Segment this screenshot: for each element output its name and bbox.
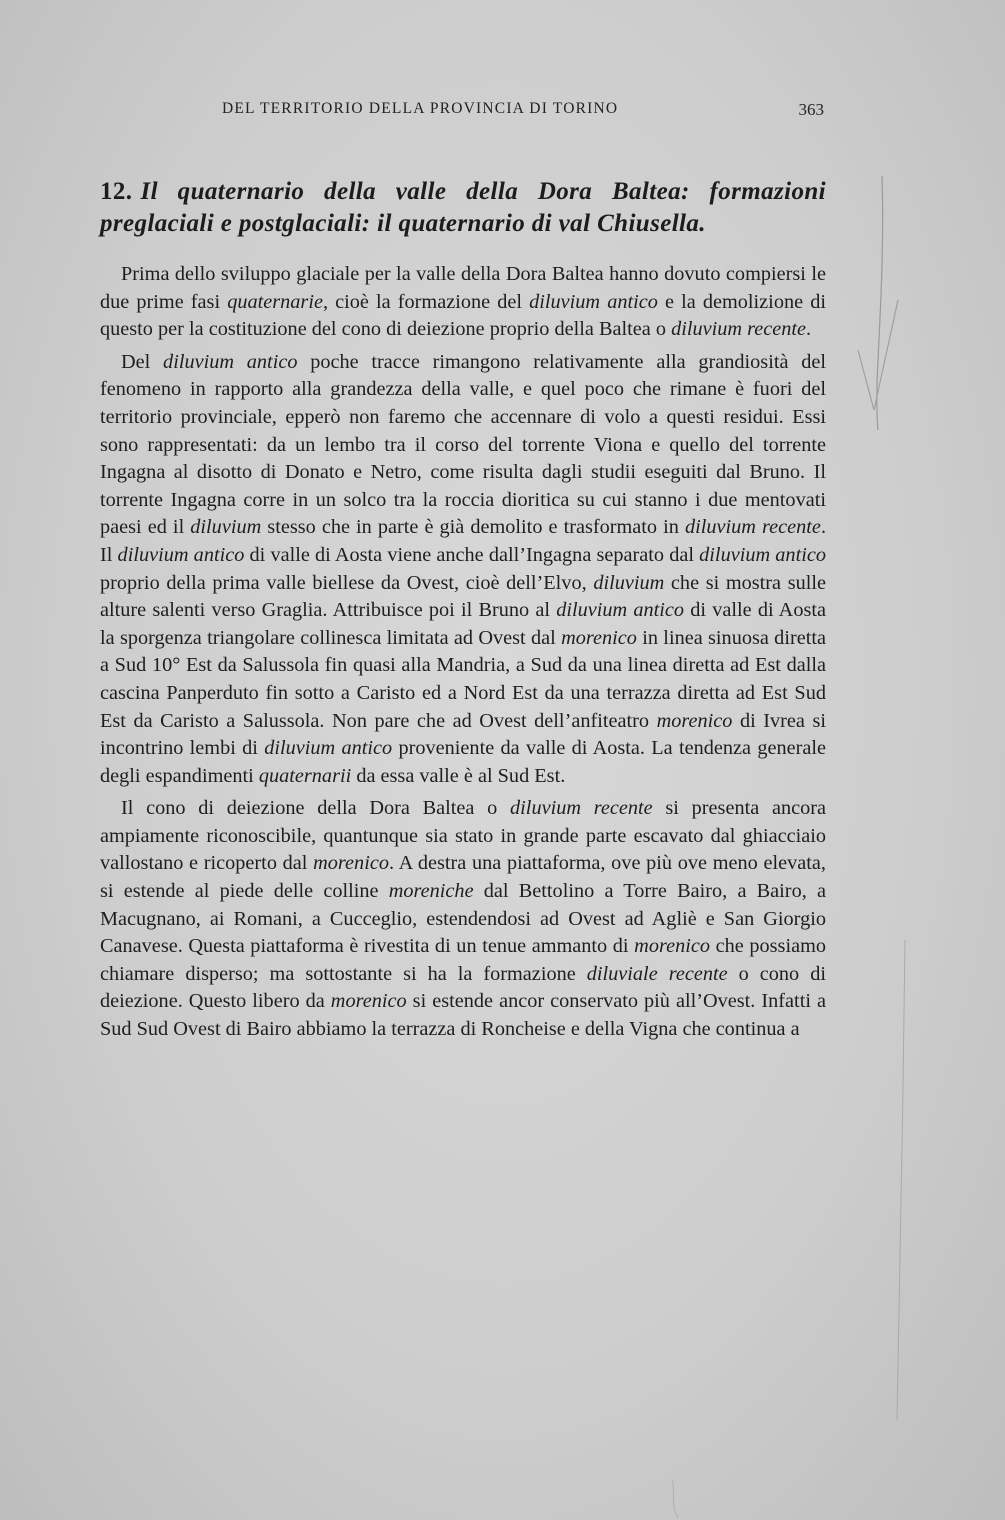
italic-term: diluvium recente [684, 516, 821, 539]
running-head [100, 100, 824, 124]
paragraph [100, 349, 826, 791]
text-run: o cono di deiezione. Questo libero da [100, 962, 826, 1013]
section-heading [100, 176, 826, 240]
pencil-check-mark [858, 300, 898, 410]
running-title: DEL TERRITORIO DELLA PROVINCIA DI TORINO [222, 100, 619, 117]
italic-term: morenico [634, 935, 711, 958]
text-run: stesso che in parte è già demolito e trasformato in [261, 516, 685, 539]
page-number: 363 [798, 100, 824, 119]
italic-term: morenico [330, 990, 407, 1013]
italic-term: quaternarii [258, 764, 352, 787]
text-run: che possiamo chiamare disperso; ma sottostante si ha la formazione [100, 935, 827, 985]
section-number: 12. [100, 178, 133, 205]
italic-term: diluvium antico [699, 543, 826, 566]
text-block [100, 176, 826, 1044]
paragraph [100, 795, 826, 1043]
text-run: Prima dello sviluppo glaciale per la valle della Dora Baltea hanno dovuto compiersi le due prime fasi [100, 263, 826, 313]
text-run: da essa valle è al Sud Est. [351, 764, 566, 787]
italic-term: morenico [313, 852, 389, 875]
italic-term: diluvium antico [264, 737, 393, 760]
italic-term: diluvium [593, 571, 665, 594]
italic-term: morenico [561, 626, 637, 649]
text-run: che si mostra sulle alture salenti verso Graglia. Attribuisce poi il Bruno al [100, 571, 826, 622]
body-text [100, 261, 826, 1044]
text-run: e la demolizione di questo per la costituzione del cono di deiezione proprio della Baltea o [100, 290, 826, 341]
text-run: Il cono di deiezione della Dora Baltea o [121, 797, 511, 820]
italic-term: diluvium antico [117, 543, 245, 566]
text-run: proveniente da valle di Aosta. La tendenza generale degli espandimenti [100, 737, 826, 787]
italic-term: diluvium [190, 516, 262, 539]
text-run: proprio della prima valle biellese da Ovest, cioè dell’Elvo, [100, 571, 594, 594]
section-title: Il quaternario della valle della Dora Baltea: formazioni preglaciali e postglaciali: il quaternario di val Chiusella. [100, 178, 826, 237]
text-run: , cioè la formazione del [322, 290, 530, 313]
text-run: poche tracce rimangono relativamente alla grandiosità del fenomeno in rapporto alla grandezza della valle, e quel poco che rimane è fuori del territorio provinciale, epperò non faremo che accennare di volo a questi residui. Essi sono rappresentati: da un lembo tra il corso del torrente Viona e quello del torrente Ingagna al disotto di Donato e Netro, come risulta dagli studii eseguiti dal Bruno. Il torrente Ingagna corre in un solco tra la roccia dioritica su cui stanno i due mentovati paesi ed il [100, 350, 826, 539]
italic-term: diluvium antico [556, 599, 685, 622]
pencil-mark-bottom [672, 1480, 678, 1518]
text-run: si estende ancor conservato più all’Ovest. Infatti a Sud Sud Ovest di Bairo abbiamo la terrazza di Roncheise e della Vigna che continua a [100, 990, 826, 1041]
paragraph [100, 261, 826, 344]
text-run: di Ivrea si incontrino lembi di [100, 709, 826, 760]
text-run: si presenta ancora ampiamente riconoscibile, quantunque sia stato in grande parte escavato dal ghiacciaio vallostano e ricoperto dal [100, 797, 826, 875]
italic-term: diluvium antico [529, 290, 658, 313]
italic-term: moreniche [388, 880, 474, 903]
text-run: di valle di Aosta la sporgenza triangolare collinesca limitata ad Ovest dal [100, 599, 826, 649]
text-run: dal Bettolino a Torre Bairo, a Bairo, a Macugnano, ai Romani, a Cucceglio, estendendosi ad Ovest ad Agliè e San Giorgio Canavese. Questa piattaforma è rivestita di un tenue ammanto di [100, 880, 826, 958]
italic-term: diluvium antico [163, 350, 298, 373]
text-run: . A destra una piattaforma, ove più ove meno elevata, si estende al piede delle colline [100, 852, 826, 903]
pencil-mark-lower [897, 940, 905, 1420]
italic-term: diluvium recente [510, 797, 653, 820]
italic-term: morenico [656, 709, 733, 732]
italic-term: diluvium recente [671, 318, 807, 341]
text-run: . [806, 318, 812, 341]
italic-term: quaternarie [227, 290, 323, 313]
text-run: Del [121, 350, 164, 373]
text-run: . Il [100, 516, 827, 566]
italic-term: diluviale recente [586, 962, 728, 985]
text-run: in linea sinuosa diretta a Sud 10° Est da Salussola fin quasi alla Mandria, a Sud da una linea diretta ad Est dalla cascina Panperduto fin sotto a Caristo ed a Nord Est da una terrazza diretta ad Est Sud Est da Caristo a Salussola. Non pare che ad Ovest dell’anfiteatro [100, 626, 826, 732]
text-run: di valle di Aosta viene anche dall’Ingagna separato dal [244, 543, 700, 566]
pencil-vertical-line [877, 176, 883, 430]
